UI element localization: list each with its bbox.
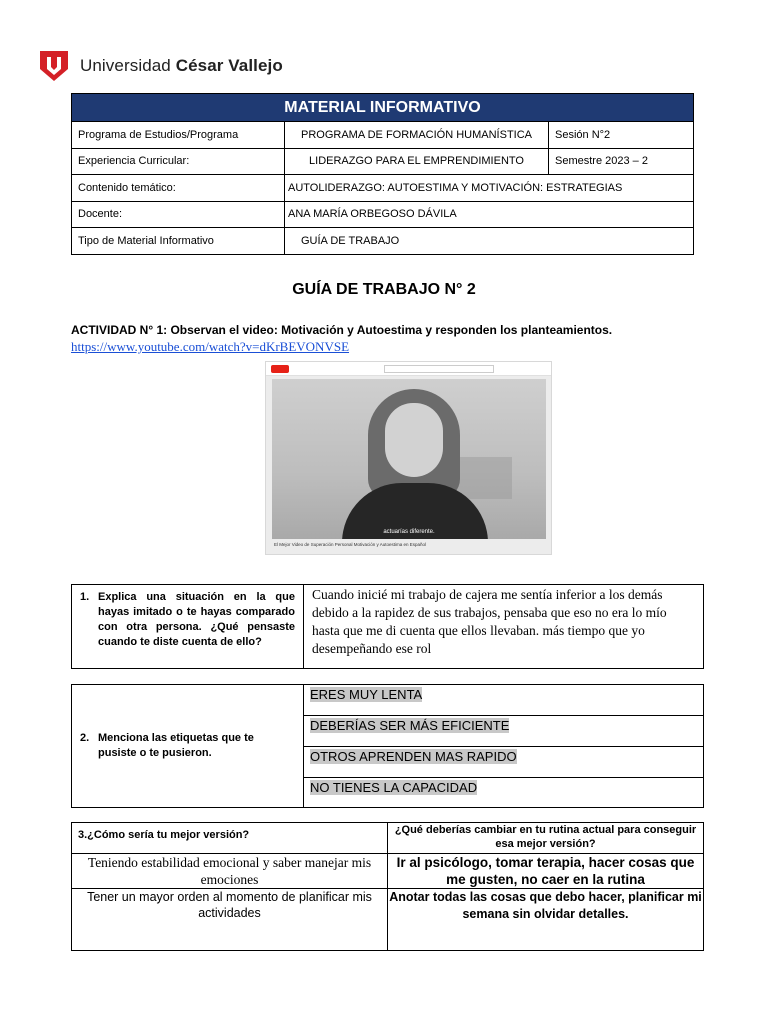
routine-change-answer: Anotar todas las cosas que debo hacer, planificar mi semana sin olvidar detalles. [388,889,704,951]
youtube-logo-icon [271,365,289,373]
info-label: Docente: [72,201,285,228]
presenter-face [385,403,443,477]
best-version-answer: Teniendo estabilidad emocional y saber manejar mis emociones [72,854,388,889]
label-item: ERES MUY LENTA [304,685,703,716]
info-extra: Semestre 2023 – 2 [549,148,694,175]
label-item: NO TIENES LA CAPACIDAD [310,780,478,795]
info-value: PROGRAMA DE FORMACIÓN HUMANÍSTICA [285,122,549,149]
video-subtitle: actuarías diferente. [383,529,435,535]
activity-instructions: ACTIVIDAD N° 1: Observan el video: Motivación y Autoestima y responden los planteamientos. [71,323,613,337]
question-2 [72,685,304,807]
question-text: Menciona las etiquetas que te pusiste o te pusieron. [98,732,254,759]
video-screenshot [265,361,552,555]
label-item: DEBERÍAS SER MÁS EFICIENTE [304,716,703,747]
university-logo [38,48,283,84]
info-extra: Sesión N°2 [549,122,694,149]
question-3-table [71,822,704,951]
label-item: OTROS APRENDEN MAS RAPIDO [304,747,703,778]
answer-1: Cuando inicié mi trabajo de cajera me sentía inferior a los demás debido a la rapidez de sus trabajos, pensaba que eso no era lo mío hasta que me di cuenta que ellos llevaban. más tiempo que yo desempeñando ese rol [312,587,667,656]
info-value: GUÍA DE TRABAJO [285,228,694,255]
routine-change-header: ¿Qué deberías cambiar en tu rutina actual para conseguir esa mejor versión? [388,823,704,854]
question-1 [72,585,304,668]
question-number: 2. [80,732,90,744]
question-2-box [71,684,704,808]
ucv-shield-icon [38,49,70,83]
info-label: Experiencia Curricular: [72,148,285,175]
info-label: Programa de Estudios/Programa [72,122,285,149]
labels-list [304,685,703,807]
university-name: Universidad César Vallejo [80,56,283,75]
question-3-header: 3.¿Cómo sería tu mejor versión? [72,823,388,854]
info-value: LIDERAZGO PARA EL EMPRENDIMIENTO [285,148,549,175]
guide-title: GUÍA DE TRABAJO N° 2 [292,281,476,298]
question-text: Explica una situación en la que hayas imitado o te hayas comparado con otra persona. ¿Qué pensaste cuando te diste cuenta de ello? [98,591,295,648]
youtube-search-box [384,365,494,373]
video-link[interactable]: https://www.youtube.com/watch?v=dKrBEVONVSE [71,339,350,354]
info-label: Contenido temático: [72,175,285,202]
info-value: AUTOLIDERAZGO: AUTOESTIMA Y MOTIVACIÓN: ESTRATEGIAS [285,175,694,202]
info-table [71,93,694,255]
video-info-line: El Mejor Video de Superación Personal Motivación y Autoestima en Español [274,542,427,547]
best-version-answer: Tener un mayor orden al momento de planificar mis actividades [72,889,388,951]
video-frame [272,379,546,539]
youtube-topbar [266,362,551,376]
question-number: 1. [80,591,90,603]
info-value: ANA MARÍA ORBEGOSO DÁVILA [285,201,694,228]
info-table-title: MATERIAL INFORMATIVO [72,94,694,122]
question-1-box [71,584,704,669]
routine-change-answer: Ir al psicólogo, tomar terapia, hacer cosas que me gusten, no caer en la rutina [388,854,704,889]
info-label: Tipo de Material Informativo [72,228,285,255]
